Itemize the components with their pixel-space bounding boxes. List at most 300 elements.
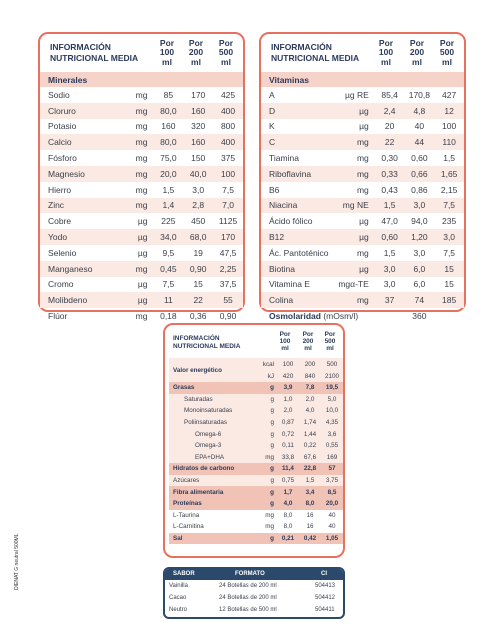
table-row	[40, 134, 243, 150]
row-unit: mg NE	[331, 198, 375, 214]
value-500: 19,5	[321, 382, 343, 394]
value-100: 3,9	[277, 382, 299, 394]
table-row	[169, 428, 343, 440]
row-unit: µg	[137, 279, 148, 290]
row-unit: µg	[137, 216, 148, 227]
col-header-100: Por 100 ml	[279, 331, 291, 353]
value-500: 0,55	[321, 440, 343, 452]
row-label: L-Taurina	[173, 511, 200, 519]
row-label: Potasio	[48, 121, 77, 132]
row-unit: mg	[356, 184, 369, 195]
value-500: 169	[321, 452, 343, 464]
row-label: Poliinsaturadas	[169, 417, 254, 429]
header-ci: CI	[321, 571, 327, 577]
value-500: 40	[328, 511, 336, 519]
value-500: 2,25	[213, 261, 243, 277]
value-100: 0,87	[277, 417, 299, 429]
value-200: 3,0	[413, 247, 426, 258]
value-100: 225	[161, 216, 176, 227]
table-row	[261, 292, 464, 308]
osmolarity-row	[261, 308, 464, 324]
row-label: Manganeso	[40, 261, 110, 277]
value-100: 0,33	[375, 166, 405, 182]
value-100: 22	[375, 134, 405, 150]
value-500: 400	[213, 103, 243, 119]
value-500: 37,5	[219, 279, 237, 290]
value-500: 110	[434, 134, 464, 150]
row-label: Sodio	[48, 89, 70, 100]
col-header-200: Por 200 ml	[188, 38, 204, 67]
value-500: 185	[434, 292, 464, 308]
row-unit: mg	[110, 261, 154, 277]
table-row	[261, 134, 464, 150]
row-label: Ácido fólico	[269, 216, 313, 227]
value-200: 170	[191, 89, 206, 100]
value-200: 3,0	[404, 198, 434, 214]
value-200: 1,20	[404, 229, 434, 245]
flavor-format: 24 Botellas de 200 ml	[219, 595, 277, 601]
value-100: 1,0	[277, 394, 299, 406]
flavor-table	[163, 567, 345, 619]
value-100: 0,72	[277, 428, 299, 440]
value-500: 2100	[321, 370, 343, 382]
section-label: Minerales	[40, 72, 243, 87]
table-row	[169, 440, 343, 452]
value-100: 1,7	[277, 486, 299, 498]
row-unit: mg	[254, 452, 277, 464]
value-500: 57	[321, 463, 343, 475]
panel-title	[271, 42, 359, 63]
row-unit: mg	[110, 103, 154, 119]
row-label: Cromo	[48, 279, 74, 290]
row-unit: g	[254, 394, 277, 406]
value-100: 11,4	[277, 463, 299, 475]
value-500: 1,5	[443, 153, 456, 164]
table-row	[169, 382, 343, 394]
value-200: 1,5	[299, 475, 321, 487]
flavor-code: 504411	[315, 607, 335, 613]
value-100: 9,5	[162, 247, 175, 258]
value-500: 12	[434, 103, 464, 119]
flavor-name: Neutro	[169, 607, 188, 613]
value-200: 44	[404, 134, 434, 150]
value-500: 235	[442, 216, 457, 227]
row-unit: µg	[110, 229, 154, 245]
value-200: 320	[191, 121, 206, 132]
table-row	[169, 475, 343, 487]
value-100: 7,5	[162, 279, 175, 290]
row-unit: mg	[331, 134, 375, 150]
row-label: B12	[261, 229, 331, 245]
value-500: 7,5	[434, 198, 464, 214]
row-unit: mg	[356, 153, 369, 164]
table-row	[261, 150, 464, 166]
value-200: 19	[193, 247, 203, 258]
col-header-200: Por 200 ml	[409, 38, 425, 67]
row-label: Biotina	[261, 261, 331, 277]
row-label: Tiamina	[269, 153, 299, 164]
value-200: 4,8	[404, 103, 434, 119]
table-row	[261, 261, 464, 277]
row-label: Proteínas	[169, 498, 254, 510]
value-100: 0,11	[277, 440, 299, 452]
row-unit: µg RE	[344, 89, 369, 100]
table-row	[261, 245, 464, 261]
value-500: 170	[213, 229, 243, 245]
value-200: 1,74	[299, 417, 321, 429]
row-unit: mg	[135, 121, 148, 132]
flavor-row	[165, 580, 343, 592]
table-row	[40, 261, 243, 277]
table-row	[169, 521, 343, 533]
row-unit: g	[254, 428, 277, 440]
value-100: 1,5	[383, 247, 396, 258]
title-line2: NUTRICIONAL MEDIA	[173, 343, 241, 351]
row-unit: µg	[110, 292, 154, 308]
value-100: 100	[277, 358, 299, 370]
table-row	[40, 150, 243, 166]
row-label: Monoinsaturadas	[169, 405, 254, 417]
value-500: 7,5	[443, 247, 456, 258]
value-500: 100	[213, 166, 243, 182]
row-unit: mg	[356, 247, 369, 258]
section-label: Vitaminas	[261, 72, 464, 87]
value-100: 37	[375, 292, 405, 308]
value-100: 20,0	[153, 166, 183, 182]
energy-label: Valor energético	[169, 358, 254, 382]
row-label: Hidratos de carbono	[169, 463, 254, 475]
table-row	[40, 229, 243, 245]
table-row	[40, 166, 243, 182]
table-row	[261, 213, 464, 229]
value-200: 0,66	[404, 166, 434, 182]
row-unit: mg	[135, 184, 148, 195]
value-200: 450	[191, 216, 206, 227]
flavor-name: Vainilla	[169, 583, 188, 589]
value-200: 74	[404, 292, 434, 308]
row-label: Riboflavina	[261, 166, 331, 182]
value-100: 0,21	[277, 533, 299, 545]
table-row	[40, 87, 243, 103]
table-row	[261, 119, 464, 135]
row-label: Magnesio	[40, 166, 110, 182]
table-row	[261, 198, 464, 214]
table-row	[169, 510, 343, 522]
value-100: 85	[163, 89, 174, 100]
energy-unit: kcal	[254, 358, 277, 370]
value-500: 1,65	[434, 166, 464, 182]
value-500: 7,5	[222, 184, 234, 195]
title-line2: NUTRICIONAL MEDIA	[50, 52, 139, 63]
table-row	[40, 182, 243, 198]
value-500: 500	[321, 358, 343, 370]
table-row	[169, 417, 343, 429]
value-100: 3,0	[375, 261, 405, 277]
col-header-100: Por 100 ml	[378, 38, 394, 67]
energy-row	[169, 358, 343, 370]
value-100: 47,0	[381, 216, 398, 227]
table-row	[261, 182, 464, 198]
flavor-rows	[165, 580, 343, 616]
row-label: K	[269, 121, 275, 132]
row-unit: g	[254, 486, 277, 498]
row-unit: mg	[135, 311, 148, 322]
flavor-header	[165, 569, 343, 580]
osmolarity-title: Osmolaridad	[269, 311, 324, 322]
row-label: A	[269, 89, 275, 100]
value-200: 16	[306, 511, 314, 519]
table-row	[169, 498, 343, 510]
value-100: 2,0	[277, 405, 299, 417]
row-label: Sal	[169, 533, 254, 545]
flavor-format: 24 Botellas de 200 ml	[219, 583, 277, 589]
row-unit: g	[254, 405, 277, 417]
row-unit: mg	[110, 134, 154, 150]
row-label: Cobre	[48, 216, 72, 227]
value-200: 0,36	[189, 311, 207, 322]
row-label: Colina	[261, 292, 331, 308]
value-500: 3,0	[434, 229, 464, 245]
value-200: 840	[299, 370, 321, 382]
value-500: 2,15	[440, 184, 458, 195]
table-row	[261, 277, 464, 293]
value-200: 3,4	[299, 486, 321, 498]
value-100: 0,45	[153, 261, 183, 277]
value-100: 33,8	[277, 452, 299, 464]
value-200: 1,44	[299, 428, 321, 440]
row-label: Zinc	[40, 198, 110, 214]
value-200: 6,0	[413, 279, 426, 290]
value-500: 5,0	[321, 394, 343, 406]
flavor-code: 504412	[315, 595, 336, 601]
col-header-500: Por 500 ml	[439, 38, 455, 67]
table-row	[169, 463, 343, 475]
flavor-format: 12 Botellas de 500 ml	[219, 607, 277, 613]
row-label: Omega-6	[169, 428, 254, 440]
value-500: 400	[213, 134, 243, 150]
row-unit: mg	[265, 523, 274, 531]
col-header-100: Por 100 ml	[159, 38, 175, 67]
table-row	[261, 87, 464, 103]
energy-unit: kJ	[254, 370, 277, 382]
row-unit: g	[254, 440, 277, 452]
value-200: 0,60	[411, 153, 428, 164]
macro-table	[169, 358, 343, 544]
flavor-name: Cacao	[169, 595, 187, 601]
flavor-code: 504413	[315, 583, 336, 589]
value-200: 3,0	[192, 184, 205, 195]
value-100: 8,0	[283, 523, 293, 531]
value-200: 68,0	[183, 229, 213, 245]
value-500: 375	[220, 153, 236, 164]
table-row	[40, 119, 243, 135]
table-row	[169, 533, 343, 545]
side-label: DIENAT G neutral 500ML	[14, 533, 20, 590]
table-row	[40, 213, 243, 229]
row-unit: µg	[331, 229, 375, 245]
value-100: 1,4	[153, 198, 183, 214]
panel-title	[173, 335, 240, 351]
table-row	[261, 229, 464, 245]
row-label: Ác. Pantoténico	[269, 247, 329, 258]
row-unit: mg	[265, 511, 274, 519]
row-unit: mg	[110, 166, 154, 182]
row-unit: mgα-TE	[338, 279, 369, 290]
value-100: 420	[277, 370, 299, 382]
value-100: 1,5	[162, 184, 175, 195]
value-200: 160	[183, 134, 213, 150]
value-200: 22	[183, 292, 213, 308]
value-500: 100	[442, 121, 457, 132]
row-unit: mg	[135, 153, 148, 164]
value-500: 0,90	[219, 311, 237, 322]
value-500: 7,0	[213, 198, 243, 214]
row-unit: g	[254, 382, 277, 394]
table-row	[40, 292, 243, 308]
title-line1: INFORMACIÓN	[173, 335, 220, 342]
row-unit: mg	[331, 166, 375, 182]
row-label: Yodo	[40, 229, 110, 245]
header-sabor: SABOR	[173, 571, 195, 577]
value-200: 7,8	[299, 382, 321, 394]
row-label: D	[261, 103, 331, 119]
row-label: EPA+DHA	[169, 452, 254, 464]
value-100: 4,0	[277, 498, 299, 510]
value-100: 160	[161, 121, 176, 132]
table-row	[169, 486, 343, 498]
value-100: 0,43	[381, 184, 398, 195]
row-label: L-Carnitina	[173, 523, 204, 531]
value-500: 47,5	[219, 247, 237, 258]
row-unit: g	[254, 475, 277, 487]
col-header-500: Por 500 ml	[218, 38, 234, 67]
table-row	[40, 277, 243, 293]
title-line2: NUTRICIONAL MEDIA	[271, 52, 360, 63]
row-unit: µg	[359, 121, 369, 132]
value-200: 0,90	[183, 261, 213, 277]
table-row	[40, 103, 243, 119]
value-200: 0,42	[299, 533, 321, 545]
value-100: 34,0	[153, 229, 183, 245]
value-200: 150	[191, 153, 206, 164]
row-label: Selenio	[48, 247, 77, 258]
row-label: Molibdeno	[40, 292, 110, 308]
table-row	[169, 452, 343, 464]
row-unit: g	[254, 498, 277, 510]
value-500: 15	[444, 279, 454, 290]
value-500: 3,75	[321, 475, 343, 487]
row-label: C	[261, 134, 331, 150]
value-200: 67,6	[299, 452, 321, 464]
table-row	[40, 308, 243, 324]
value-100: 3,0	[383, 279, 396, 290]
value-500: 10,0	[321, 405, 343, 417]
osmolarity-value: 360	[412, 311, 427, 322]
table-row	[261, 166, 464, 182]
value-200: 0,22	[299, 440, 321, 452]
table-row	[40, 198, 243, 214]
value-100: 80,0	[153, 103, 183, 119]
value-200: 22,8	[299, 463, 321, 475]
value-100: 85,4	[381, 89, 398, 100]
section-header	[40, 72, 243, 87]
row-label: Vitamina E	[269, 279, 310, 290]
row-label: Cloruro	[40, 103, 110, 119]
value-200: 8,0	[299, 498, 321, 510]
value-100: 0,75	[277, 475, 299, 487]
value-100: 2,4	[375, 103, 405, 119]
table-row	[261, 103, 464, 119]
row-unit: µg	[331, 261, 375, 277]
value-100: 80,0	[153, 134, 183, 150]
row-label: Hierro	[48, 184, 72, 195]
value-200: 6,0	[404, 261, 434, 277]
row-label: B6	[269, 184, 280, 195]
value-200: 4,0	[299, 405, 321, 417]
value-200: 160	[183, 103, 213, 119]
row-unit: mg	[135, 89, 148, 100]
value-100: 75,0	[160, 153, 177, 164]
title-line1: INFORMACIÓN	[50, 42, 111, 52]
row-label: Grasas	[169, 382, 254, 394]
row-label: Calcio	[40, 134, 110, 150]
value-200: 200	[299, 358, 321, 370]
row-unit: µg	[137, 247, 148, 258]
value-500: 800	[220, 121, 236, 132]
row-unit: g	[254, 417, 277, 429]
value-500: 1,05	[321, 533, 343, 545]
value-500: 4,35	[321, 417, 343, 429]
value-100: 1,5	[375, 198, 405, 214]
value-500: 40	[328, 523, 336, 531]
row-label: Omega-3	[169, 440, 254, 452]
col-header-200: Por 200 ml	[302, 331, 314, 353]
value-500: 55	[213, 292, 243, 308]
osmolarity-label	[261, 308, 404, 324]
row-label: Flúor	[48, 311, 68, 322]
table-row	[169, 394, 343, 406]
flavor-row	[165, 592, 343, 604]
macro-panel	[163, 323, 345, 558]
value-500: 427	[442, 89, 457, 100]
empty-cell	[434, 308, 464, 324]
value-100: 0,30	[381, 153, 398, 164]
row-unit: µg	[331, 103, 375, 119]
row-label: Saturadas	[169, 394, 254, 406]
value-200: 170,8	[408, 89, 430, 100]
row-label: Fibra alimentaria	[169, 486, 254, 498]
row-unit: µg	[359, 216, 369, 227]
row-unit: mg	[331, 292, 375, 308]
row-label: Azúcares	[169, 475, 254, 487]
row-unit: g	[254, 533, 277, 545]
value-200: 15	[193, 279, 203, 290]
value-500: 8,5	[321, 486, 343, 498]
panel-title	[50, 42, 138, 63]
value-100: 0,60	[375, 229, 405, 245]
header-formato: FORMATO	[235, 571, 265, 577]
row-unit: g	[254, 463, 277, 475]
col-header-500: Por 500 ml	[324, 331, 336, 353]
value-500: 15	[434, 261, 464, 277]
value-200: 40,0	[183, 166, 213, 182]
value-100: 0,18	[160, 311, 177, 322]
value-200: 2,0	[299, 394, 321, 406]
row-label: Fósforo	[48, 153, 77, 164]
value-500: 425	[220, 89, 236, 100]
row-unit: mg	[110, 198, 154, 214]
value-200: 94,0	[411, 216, 428, 227]
